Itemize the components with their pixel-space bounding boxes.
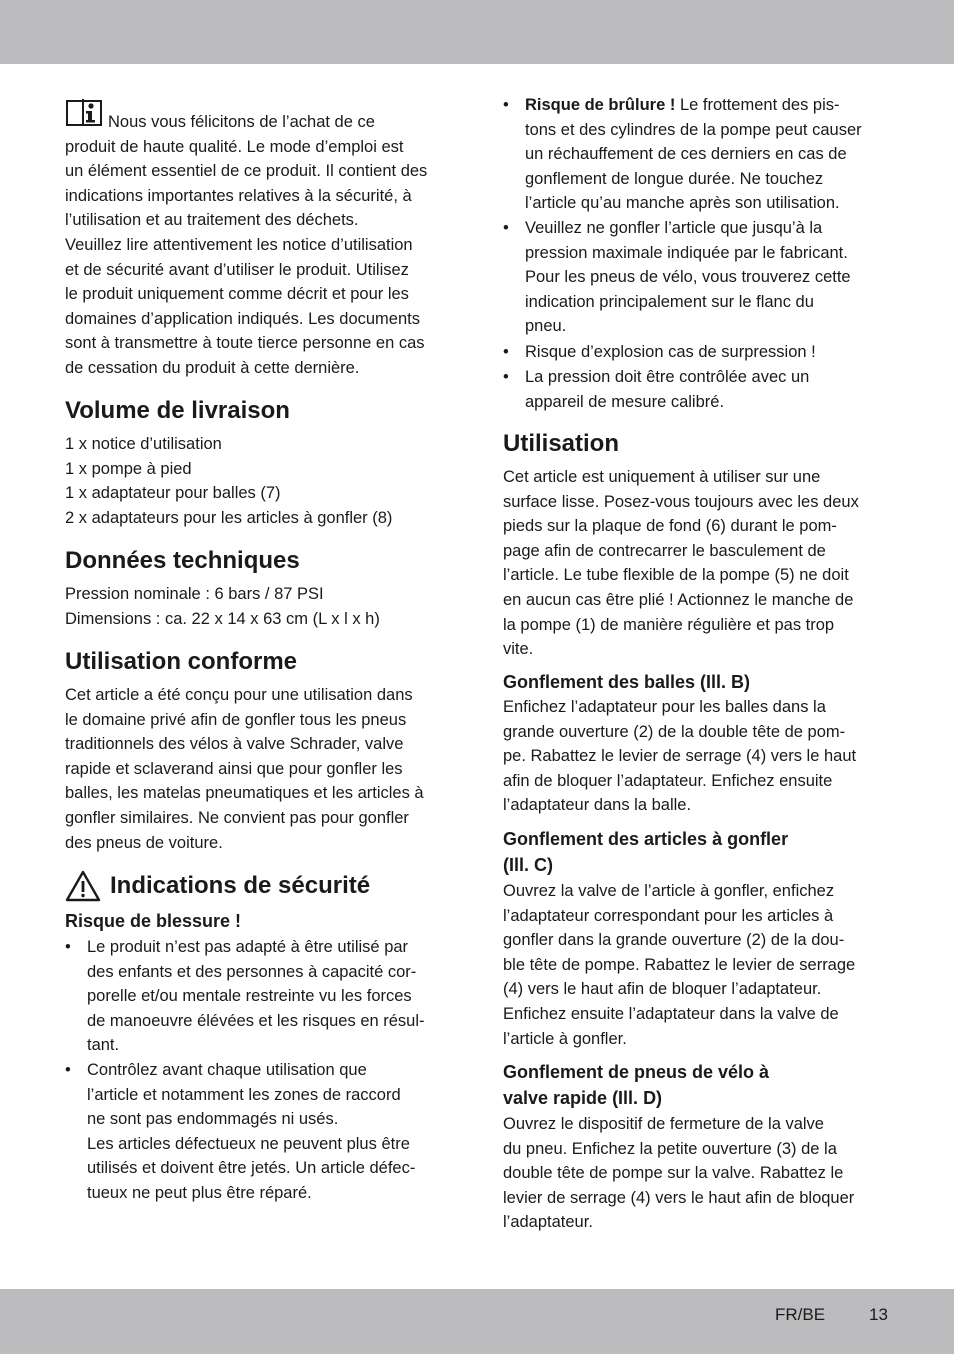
donnees-list: Pression nominale : 6 bars / 87 PSI Dimensions : ca. 22 x 14 x 63 cm (L x l x h): [65, 585, 380, 628]
articles-paragraph: Ouvrez la valve de l’article à gonfler, enfichez l’adaptateur correspondant pour les articles à gonfler dans la grande ouverture (2) de la dou- ble tête de pompe. Rabattez le levier de serrage (4) vers le haut afin de bloquer l’adaptateur. Enfichez ensuite l’adaptateur dans la valve de l’article à gonfler.: [503, 882, 856, 1048]
subtitle-gonflement-pneus: Gonflement de pneus de vélo à valve rapide (Ill. D): [503, 1062, 770, 1108]
section-title-donnees: Données techniques: [65, 547, 300, 574]
conforme-paragraph: Cet article a été conçu pour une utilisation dans le domaine privé afin de gonfler tous les pneus traditionnels des vélos à valve Schrader, valve rapide et sclaverand ainsi que pour gonfler les balles, les matelas pneumatiques et les articles à gonfler similaires. Ne convient pas pour gonfler des pneus de voiture.: [65, 686, 424, 852]
volume-list: 1 x notice d’utilisation 1 x pompe à pied 1 x adaptateur pour balles (7) 2 x adaptateurs pour les articles à gonfler (8): [65, 435, 393, 527]
info-book-icon: [65, 97, 103, 127]
subtitle-risque-blessure: Risque de blessure !: [65, 911, 242, 931]
intro-paragraph: produit de haute qualité. Le mode d’emploi est un élément essentiel de ce produit. Il contient des indications importantes relatives à la sécurité, à l’utilisation et au traitement des déchets. Veuillez lire attentivement les notice d’utilisation et de sécurité avant d’utiliser le produit. Utilisez le produit uniquement comme décrit et pour les domaines d’application indiqués. Les documents sont à transmettre à toute tierce personne en cas de cessation du produit à cette dernière.: [65, 137, 428, 377]
subtitle-gonflement-articles: Gonflement des articles à gonfler (Ill. C): [503, 829, 789, 875]
footer-language-code: FR/BE: [775, 1305, 826, 1324]
section-title-volume: Volume de livraison: [65, 397, 290, 424]
utilisation-paragraph: Cet article est uniquement à utiliser sur une surface lisse. Posez-vous toujours avec les deux pieds sur la plaque de fond (6) durant le pom- page afin de contrecarrer le basculement de l’article. Le tube flexible de la pompe (5) ne doit en aucun cas être plié ! Actionnez le manche de la pompe (1) de manière régulière et pas trop vite.: [503, 468, 859, 659]
section-title-securite: Indications de sécurité: [110, 872, 371, 899]
intro-first-line: Nous vous félicitons de l’achat de ce: [108, 113, 375, 131]
header-band: [0, 0, 954, 64]
section-title-utilisation: Utilisation: [503, 430, 620, 457]
subtitle-gonflement-balles: Gonflement des balles (Ill. B): [503, 672, 751, 692]
pneus-paragraph: Ouvrez le dispositif de fermeture de la valve du pneu. Enfichez la petite ouverture (3) de la double tête de pompe sur la valve. Rabattez le levier de serrage (4) vers le haut afin de bloquer l’adaptateur.: [503, 1115, 855, 1232]
risque-brulure-label: Risque de brûlure !: [525, 96, 676, 114]
balles-paragraph: Enfichez l’adaptateur pour les balles dans la grande ouverture (2) de la double tête de pom- pe. Rabattez le levier de serrage (4) vers le haut afin de bloquer l’adaptateur. Enfichez ensuite l’adaptateur dans la balle.: [503, 698, 857, 815]
page-number: 13: [869, 1305, 888, 1324]
section-title-conforme: Utilisation conforme: [65, 648, 298, 675]
warning-triangle-icon: [65, 870, 101, 902]
